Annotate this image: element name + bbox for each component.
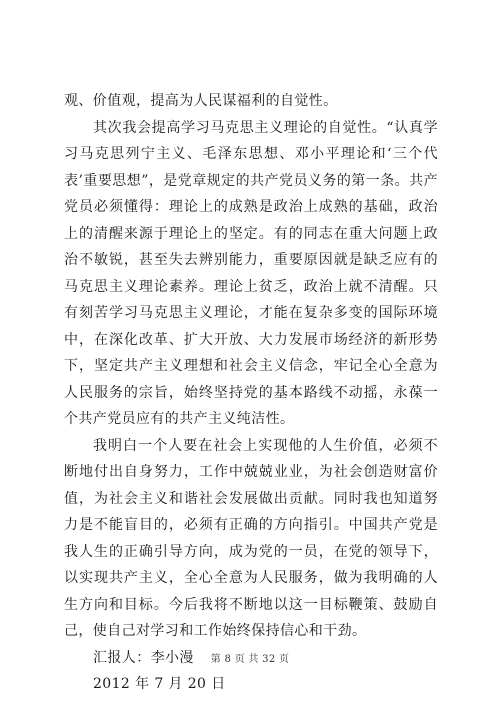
paragraph-1: 观、价值观，提高为人民谋福利的自觉性。 [64, 93, 338, 109]
document-body [64, 88, 438, 698]
paragraph-3: 我明白一个人要在社会上实现他的人生价值，必须不断地付出自身努力，工作中兢兢业业，为社会创造财富价值，为社会主义和谐社会发展做出贡献。同时我也知道努力是不能盲目的，必须有正确的方向指引。中国共产党是我人生的正确引导方向，成为党的一员，在党的领导下，以实现共产主义，全心全意为人民服务，做为我明确的人生方向和目标。今后我将不断地以这一目标鞭策、鼓励自己，使自己对学习和工作始终保持信心和干劲。 [64, 437, 438, 639]
paragraph-2: 其次我会提高学习马克思主义理论的自觉性。“认真学习马克思列宁主义、毛泽东思想、邓小平理论和‘三个代表’重要思想”，是党章规定的共产党员义务的第一条。共产党员必须懂得：理论上的成熟是政治上成熟的基础，政治上的清醒来源于理论上的坚定。有的同志在重大问题上政治不敏锐，甚至失去辨别能力，重要原因就是缺乏应有的马克思主义理论素养。理论上贫乏，政治上就不清醒。只有刻苦学习马克思主义理论，才能在复杂多变的国际环境中，在深化改革、扩大开放、大力发展市场经济的新形势下，坚定共产主义理想和社会主义信念，牢记全心全意为人民服务的宗旨，始终坚持党的基本路线不动摇，永葆一个共产党员应有的共产主义纯洁性。 [64, 119, 438, 427]
report-date: 2012 年 7 月 20 日 [93, 676, 226, 692]
page-footer: 第 8 页 共 32 页 [210, 654, 290, 665]
reporter-signature: 汇报人：李小漫 [93, 649, 194, 666]
